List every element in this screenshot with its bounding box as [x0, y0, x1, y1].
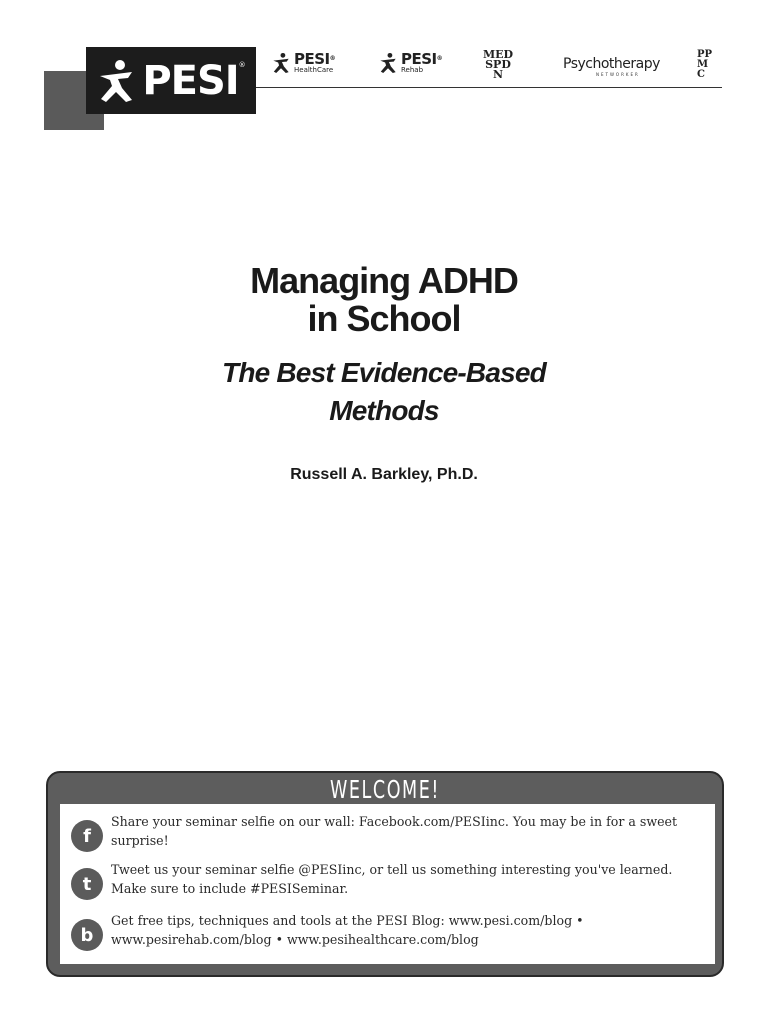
- welcome-panel: [46, 771, 724, 977]
- subtitle-line-2: Methods: [329, 395, 439, 426]
- document-title: [0, 262, 768, 338]
- title-line-1: Managing ADHD: [250, 260, 518, 301]
- pesi-healthcare-figure-icon: [271, 52, 291, 74]
- welcome-item-blog: [60, 911, 715, 951]
- pesi-logo-reg: ®: [238, 61, 246, 69]
- blog-icon: b: [71, 919, 103, 951]
- welcome-text-blog: Get free tips, techniques and tools at the PESI Blog: www.pesi.com/blog • www.pesirehab.com/blog • www.pesihealthcare.com/blog: [111, 913, 584, 947]
- brand-medspdn: MEDSPDN: [482, 48, 514, 81]
- author-name: Russell A. Barkley, Ph.D.: [290, 466, 478, 483]
- brand-reg: ®: [329, 55, 336, 62]
- brand-psychotherapy-sub: NETWORKER: [596, 72, 640, 77]
- brand-reg: ®: [436, 55, 443, 62]
- welcome-item-facebook: [60, 812, 715, 852]
- welcome-item-twitter: [60, 860, 715, 900]
- brand-name: PESI: [294, 50, 330, 68]
- pesi-logo: [86, 47, 256, 114]
- twitter-icon: t: [71, 868, 103, 900]
- brand-name: PESI: [401, 50, 437, 68]
- pesi-rehab-figure-icon: [378, 52, 398, 74]
- title-line-2: in School: [307, 298, 461, 339]
- welcome-text-twitter: Tweet us your seminar selfie @PESIinc, or tell us something interesting you've learned. Make sure to include #PESISeminar.: [111, 862, 673, 896]
- brand-pesi-rehab: [378, 52, 442, 74]
- welcome-heading: WELCOME!: [329, 775, 440, 804]
- brand-rule: [256, 87, 722, 88]
- brand-pesi-healthcare: [271, 52, 335, 74]
- subtitle-line-1: The Best Evidence-Based: [222, 357, 546, 388]
- brand-psychotherapy: Psychotherapy: [563, 56, 660, 72]
- pesi-logo-text: PESI: [142, 57, 239, 104]
- document-subtitle: [0, 354, 768, 430]
- facebook-icon: f: [71, 820, 103, 852]
- pesi-figure-icon: [96, 58, 136, 104]
- brand-sub: HealthCare: [294, 66, 334, 74]
- brand-ppmc: PPMC: [697, 49, 713, 80]
- brand-sub: Rehab: [401, 66, 424, 74]
- welcome-body: [60, 804, 715, 964]
- welcome-text-facebook: Share your seminar selfie on our wall: Facebook.com/PESIinc. You may be in for a sweet surprise!: [111, 814, 678, 848]
